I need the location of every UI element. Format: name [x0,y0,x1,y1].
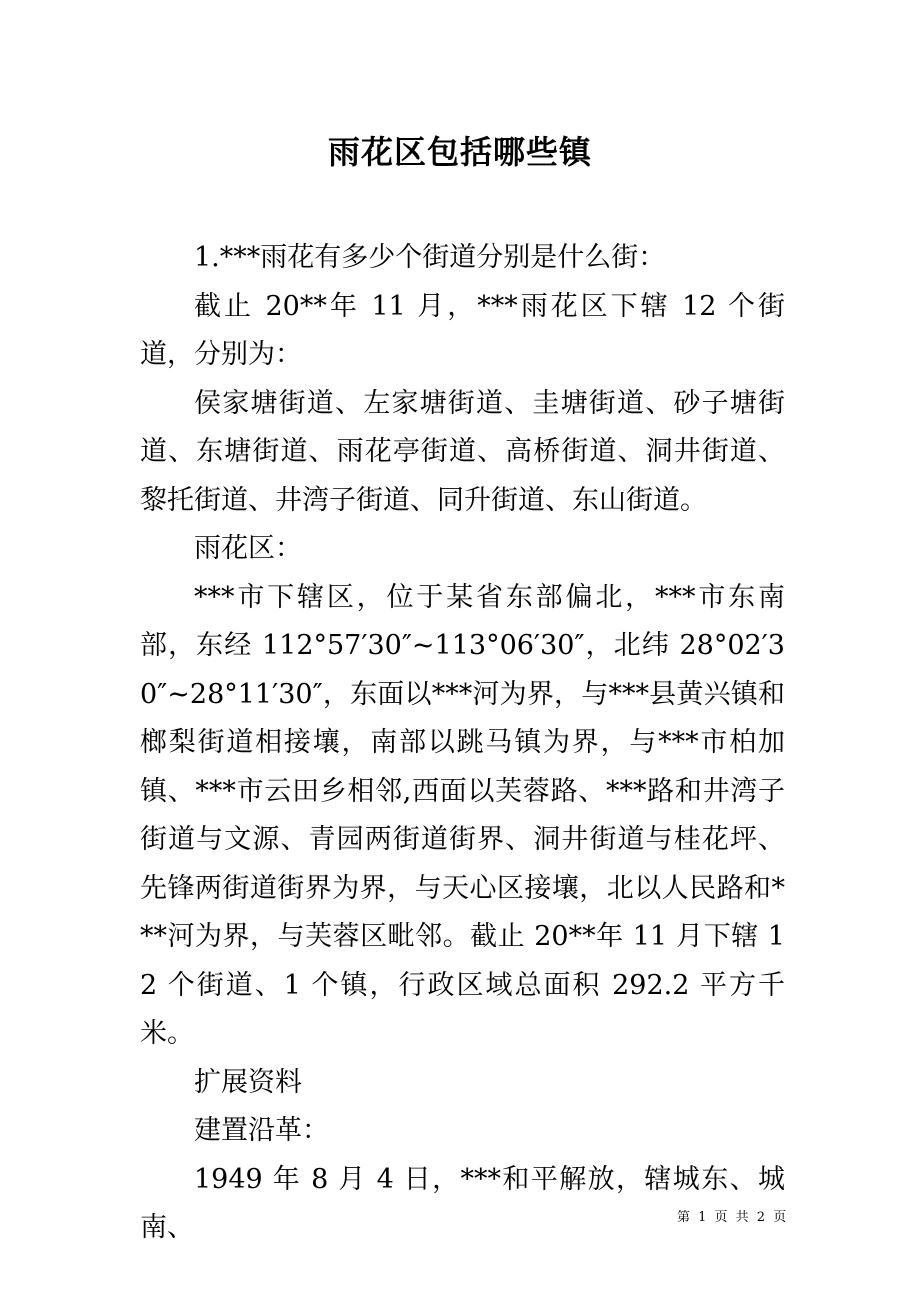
paragraph-extended-heading: 扩展资料 [194,1066,302,1098]
paragraph-street-list: 侯家塘街道、左家塘街道、圭塘街道、砂子塘街道、东塘街道、雨花亭街道、高桥街道、洞井街道、黎托街道、井湾子街道、同升街道、东山街道。 [140,387,785,516]
paragraph-district-heading: 雨花区： [194,533,302,564]
paragraph-summary: 截止 20**年 11 月，***雨花区下辖 12 个街道，分别为： [140,290,785,370]
page-number-footer: 第 1 页 共 2 页 [677,1210,789,1225]
document-body [140,234,785,1253]
paragraph-history-text: 1949 年 8 月 4 日，***和平解放，辖城东、城南、 [140,1163,785,1243]
paragraph-history-heading: 建置沿革： [194,1115,329,1146]
document-title: 雨花区包括哪些镇 [327,133,592,171]
paragraph-district-description: ***市下辖区，位于某省东部偏北，***市东南部，东经 112°57′30″~113°06′30″，北纬 28°02′30″~28°11′30″，东面以***河为界，与***县黄兴镇和榔梨街道相接壤，南部以跳马镇为界，与***市柏加镇、***市云田乡相邻,西面以芙蓉路、***路和井湾子街道与文源、青园两街道街界、洞井街道与桂花坪、先锋两街道街界为界，与天心区接壤，北以人民路和***河为界，与芙蓉区毗邻。截止 20**年 11 月下辖 12 个街道、1 个镇，行政区域总面积 292.2 平方千米。 [140,581,785,1049]
paragraph-question: 1.***雨花有多少个街道分别是什么街： [194,242,666,273]
